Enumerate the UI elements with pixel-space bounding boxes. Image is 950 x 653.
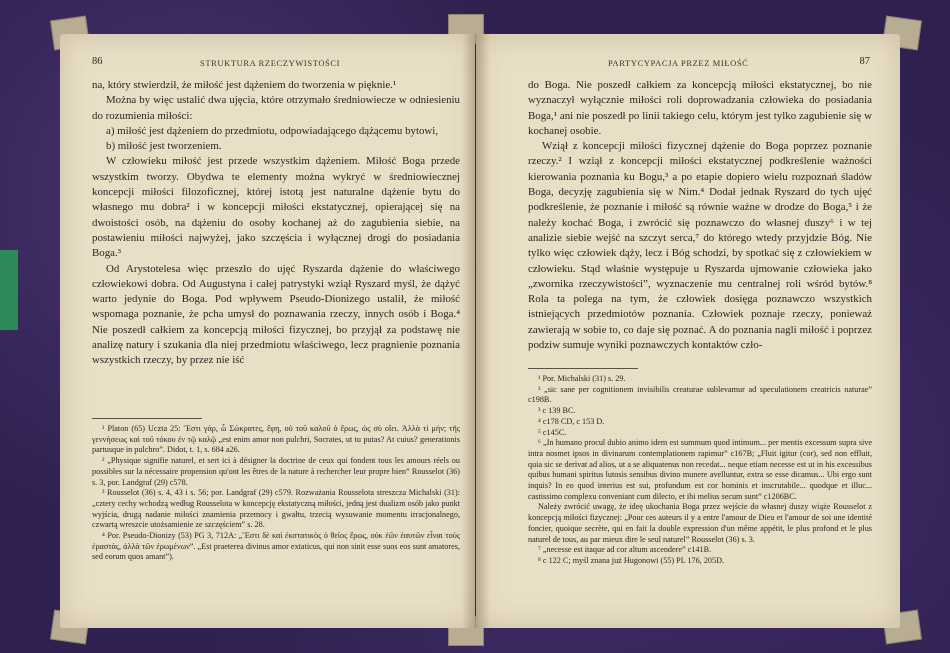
- footnote: ⁴ c178 CD, c 153 D.: [538, 416, 605, 426]
- footnote: ² „sic sane per cognitionem invisibilis creaturae sublevamur ad speculationem creatricis naturae” c198B.: [528, 384, 872, 405]
- left-page: [60, 34, 475, 628]
- footnotes: [528, 374, 872, 567]
- footnote: ⁸ c 122 C; myśl znana już Hugonowi (55) PL 176, 205D.: [538, 555, 725, 565]
- footnote: ³ c 139 BC.: [538, 406, 576, 416]
- footnote: Należy zwrócić uwagę, że ideę ukochania Boga przez wejście do własnej duszy wiąże Rousselot z koncepcją miłości fizycznej: „Pour ces auteurs il y a entre l'amour de Dieu et l'amour de soi une identité foncier, quoique secrète, qui en fait la double expression d'un même appétit, le plus profond et le plus naturel de tous, au par mieux dire le seul naturel” Rousselot (36) s. 3.: [528, 502, 872, 544]
- paragraph: do Boga. Nie poszedł całkiem za koncepcją miłości ekstatycznej, bo nie wyznaczył wyłącznie miłości roli doprowadzania człowieka do posiadania Boga,¹ ani nie poszedł po linii takiego celu, którym jest tylko zagubienie się w kochanej osobie.: [528, 79, 872, 137]
- paragraph: Można by więc ustalić dwa ujęcia, które otrzymało średniowiecze w odniesieniu do rozumienia miłości:: [92, 94, 460, 122]
- footnote: ² „Physique signifie naturel, et sert ici à désigner la doctrine de ceux qui fondent tous les amours réels ou possibles sur la nécessaire propension qu'ont les êtres de la nature à rechercher leur propre bien” Rousselot (36) s. 3, por. Landgraf (29) c578.: [92, 456, 460, 487]
- footnote: ¹ Platon (65) Uczta 25: Ἔστι γάρ, ὦ Σώκρατες, ἔφη, οὐ τοῦ καλοῦ ὁ ἔρως, ὡς σὺ οἴει. Ἀλλὰ τί μήν; τῆς γεννήσεως καὶ τοῦ τόκου ἐν τῷ καλῷ „est enim amor non pulchri, Socrates, ut tu putas? At cuius? generationis partusque in pulchro”. Didot, t. 1, s. 684 a26.: [92, 424, 460, 455]
- body-text: [92, 78, 460, 369]
- body-text: [528, 78, 872, 353]
- running-head: PARTYCYPACJA PRZEZ MIŁOŚĆ: [608, 58, 749, 68]
- book-gutter: [462, 34, 490, 628]
- footnote-rule: [528, 368, 638, 369]
- paragraph: Od Arystotelesa więc przeszło do ujęć Ryszarda dążenie do właściwego człowiekowi dobra. Od Augustyna i całej patrystyki wziął Ryszard myśl, że dążyć warto jedynie do Boga. Pod wpływem Pseudo-Dionizego ustalił, że miłość wspomaga poznanie, że pcha umysł do poznawania rzeczy, innych osób i Boga.⁴ Nie poszedł całkiem za koncepcją miłości fizycznej, bo przyjął za podstawę nie analizę natury i szukania dla niej przedmiotu właściwego, lecz pragnienie poznania wszystkich rzeczy, by przez nie iść: [92, 262, 460, 367]
- list-item: a) miłość jest dążeniem do przedmiotu, odpowiadającego dążącemu bytowi,: [106, 124, 439, 137]
- right-page: [476, 34, 900, 628]
- footnote: ³ Rousselot (36) s. 4, 43 i s. 56; por. Landgraf (29) c579. Rozważania Rousselota streszcza Michalski (31): „cztery cechy wchodzą według Rousselota w koncepcję ekstatyczną miłości, jedną jest dualizm osób jako punkt wyjścia, drugą nadanie miłości znamienia przemocy i gwałtu, trzecią wysuwanie momentu irracjonalnego, czwartą wreszcie utożsamienie ze szczęściem” s. 28.: [92, 488, 460, 530]
- footnote: ⁴ Por. Pseudo-Dionizy (53) PG 3, 712A: „Ἔστι δὲ καὶ ἐκστατικὸς ὁ θεῖος ἔρως, οὐκ ἐῶν ἑαυτῶν εἶναι τοὺς ἐραστάς, ἀλλὰ τῶν ἐρωμένων”. „Est praeterea divinus amor extaticus, qui non sinit esse suos eos sunt amatores, sed eorum quos amant”).: [92, 531, 460, 562]
- green-tab: [0, 250, 18, 330]
- paragraph: na, który stwierdził, że miłość jest dążeniem do tworzenia w pięknie.¹: [92, 79, 397, 91]
- footnotes: [92, 424, 460, 563]
- page-number: 87: [859, 56, 870, 67]
- page-number: 86: [92, 56, 103, 67]
- footnote: ⁵ c145C.: [538, 427, 567, 437]
- footnote: ⁷ „necesse est itaque ad cor altum ascendere” c141B.: [538, 545, 712, 555]
- footnote: ⁶ „In humano procul dubio animo idem est summum quod intimum... per mentis excessum supra sive intra nosmet ipsos in divinarum contemplationem rapimur” c167B; „Fluit igitur (cor), sed non effluit, quia sic se derivat ad alios, ut a se aliquatenus non recedat... neque etiam necesse est ut in his excessibus quibus humani spiritus lutosis sensibus divino munere avelluntur, extra se esse dicamus... Ubi ergo sunt inquis? In eo quod interius est sui, profundum est cor hominis et inscrutabile... quodque et illuc... castissimo complexu conveniant cum dilecto, et ibi melius secum sunt” c1206BC.: [528, 438, 872, 501]
- running-head: STRUKTURA RZECZYWISTOŚCI: [200, 58, 341, 68]
- paragraph: Wziął z koncepcji miłości fizycznej dążenie do Boga poprzez poznanie rzeczy.² I wziął z koncepcji miłości ekstatycznej podkreślenie ważności kierowania poznania ku Bogu,³ a po etapie dopiero wielu rozpoznań śladów Boga, decyzję zagubienia się w Nim.⁴ Dodał jednak Ryszard do tych ujęć podkreślenie, że poznanie i miłość są równie ważne w drodze do Boga,⁵ i że należy kochać Boga, i zwrócić się poznawczo do własnej duszy⁶ i w tej analizie siebie wejść na szczyt serca,⁷ do którego wtedy przyjdzie Bóg. Nie tylko więc człowiek dąży, lecz i Bóg schodzi, by spotkać się z człowiekiem w człowieku. Stąd właśnie występuje u Ryszarda ujmowanie człowieka jako „zwornika rzeczywistości”, wyznaczenie mu centralnej roli wśród bytów.⁸ Rola ta polega na tym, że człowiek dosięga poznawczo wszystkich istniejących przedmiotów poznania. Człowiek poznaje rzeczy, ponieważ zawierają w sobie to, co daje się poznać. A do poznania nagli miłość i poprzez podziw sumuje wyniki poznawczych kontaktów czło-: [528, 140, 872, 352]
- paragraph: W człowieku miłość jest przede wszystkim dążeniem. Miłość Boga przede wszystkim tworzy. Obydwa te elementy można wykryć w średniowiecznej koncepcji miłości filozoficznej, której istotą jest naturalne dążenie bytu do własnego mu dobra² i w koncepcji miłości ekstatycznej, opierającej się na dwoistości osób, na dążeniu do osoby kochanej aż do zagubienia siebie, na postawieniu miłości najwyżej, jako szczęścia i wyłącznej drogi do posiadania Boga.³: [92, 155, 460, 260]
- footnote-rule: [92, 418, 202, 419]
- list-item: b) miłość jest tworzeniem.: [106, 140, 222, 153]
- footnote: ¹ Por. Michalski (31) s. 29.: [538, 374, 626, 383]
